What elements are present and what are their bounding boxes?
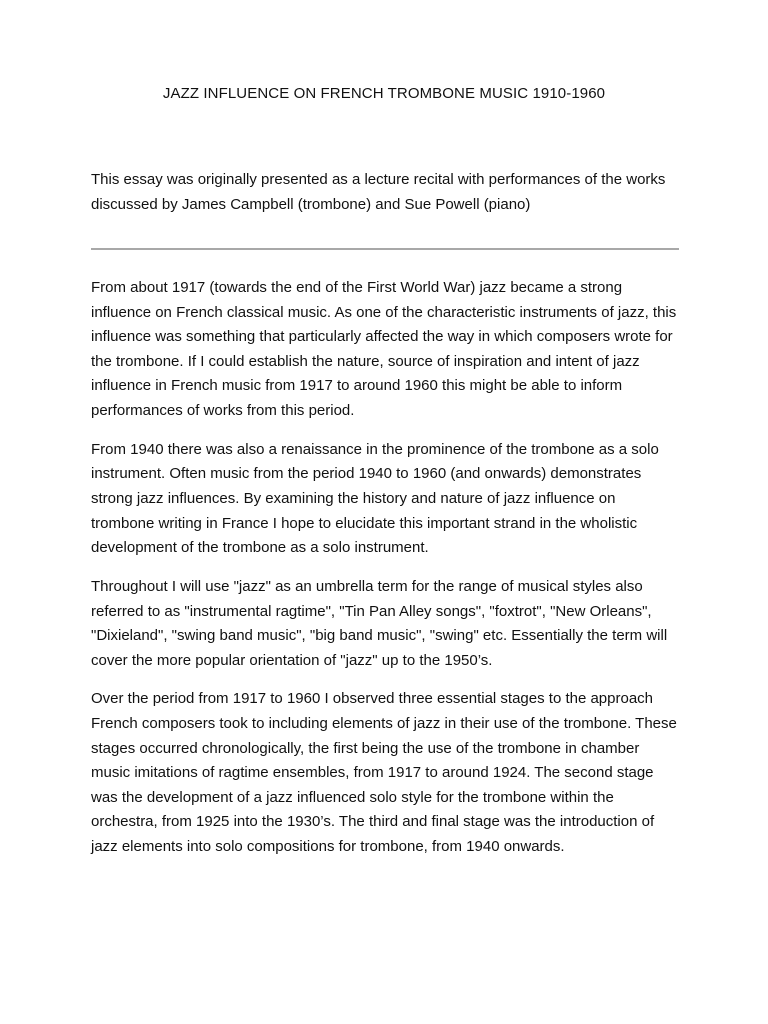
document-title: JAZZ INFLUENCE ON FRENCH TROMBONE MUSIC 1910-1960 — [162, 85, 606, 102]
intro-paragraph: This essay was originally presented as a lecture recital with performances of the works discussed by James Campbell (trombone) and Sue Powell (piano) — [91, 171, 666, 213]
essay-body — [91, 276, 681, 874]
horizontal-divider — [91, 248, 679, 250]
body-paragraph: From about 1917 (towards the end of the First World War) jazz became a strong influence on French classical music. As one of the characteristic instruments of jazz, this influence was something that particularly affected the way in which composers wrote for the trombone. If I could establish the nature, source of inspiration and intent of jazz influence in French music from 1917 to around 1960 this might be able to inform performances of works from this period. — [91, 279, 677, 419]
body-paragraph: Over the period from 1917 to 1960 I observed three essential stages to the approach French composers took to including elements of jazz in their use of the trombone. These stages occurred chronologically, the first being the use of the trombone in chamber music imitations of ragtime ensembles, from 1917 to around 1924. The second stage was the development of a jazz influenced solo style for the trombone within the orchestra, from 1925 into the 1930’s. The third and final stage was the introduction of jazz elements into solo compositions for trombone, from 1940 onwards. — [91, 690, 677, 856]
body-paragraph: Throughout I will use "jazz" as an umbrella term for the range of musical styles also referred to as "instrumental ragtime", "Tin Pan Alley songs", "foxtrot", "New Orleans", "Dixieland", "swing band music", "big band music", "swing" etc. Essentially the term will cover the more popular orientation of "jazz" up to the 1950’s. — [91, 577, 668, 669]
body-paragraph: From 1940 there was also a renaissance in the prominence of the trombone as a solo instrument. Often music from the period 1940 to 1960 (and onwards) demonstrates strong jazz influences. By examining the history and nature of jazz influence on trombone writing in France I hope to elucidate this important strand in the wholistic development of the trombone as a solo instrument. — [91, 440, 659, 557]
